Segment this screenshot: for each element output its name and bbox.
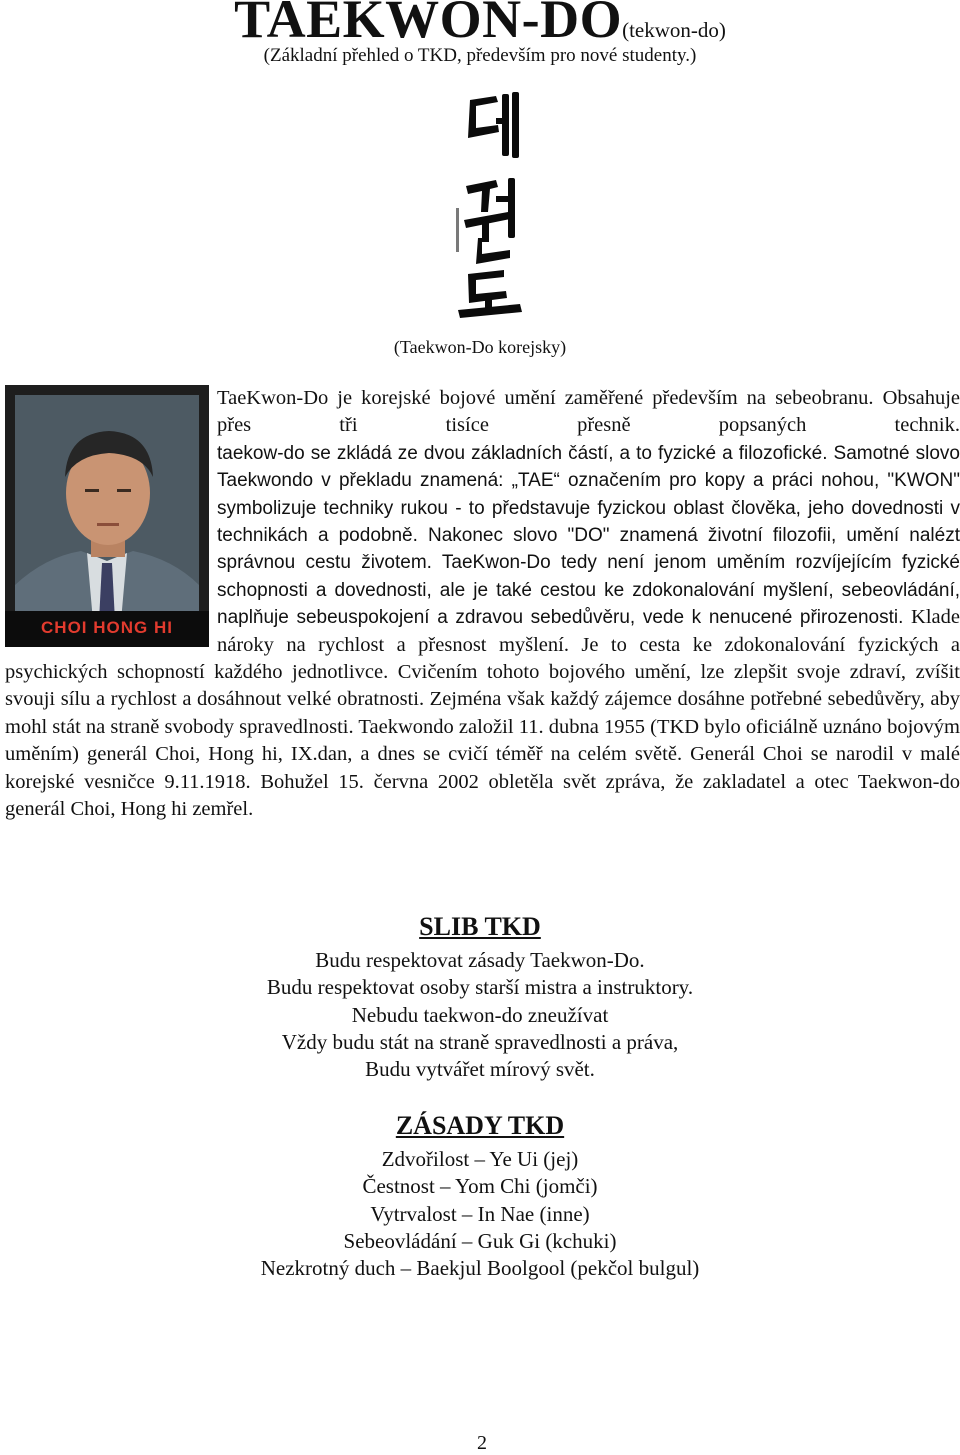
korean-calligraphy-image: [452, 88, 527, 320]
tenet-line-3: Vytrvalost – In Nae (inne): [370, 1201, 590, 1226]
intro-sentence-1: TaeKwon-Do je korejské bojové umění zaměřené především na sebeobranu. Obsahuje přes tři tisíce přesně popsaných technik.: [217, 387, 960, 437]
tenet-line-4: Sebeovládání – Guk Gi (kchuki): [343, 1228, 617, 1253]
intro-sentence-6: Klade nároky na rychlost a přesnost myšlení. Je to cesta ke zdokonalování fyzických a psychických schopností každého jednotlivce. Cvičením tohoto bojového umění, lze zlepšit svoje zdraví, zvíšit svouji sílu a rychlost a dosáhnout velké obratnosti. Zejména však každý zájemce dosáhne potřebné sebedůvěry, aby mohl stát na straně svobody spravedlnosti. Taekwondo založil 11. dubna 1955 (TKD bylo oficiálně uznáno bojovým uměním) generál Choi, Hong hi, IX.dan, a dnes se cvičí téměř na celém světě. Generál Choi se narodil v malé korejské vesničce 9.11.1918. Bohužel 15. června 2002 obletěla svět zpráva, že zakladatel a otec Taekwon-do generál Choi, Hong hi zemřel.: [5, 606, 960, 821]
intro-sentence-5: TaeKwon-Do tedy není jenom uměním rozvíjejícím fyzické schopnosti a dovednosti, ale je také cestou ke zdokonalování myšlení, sebeovládání, naplňuje sebeuspokojení a zdravou sebedůvěru, vede k nenucené přirozenosti.: [217, 552, 960, 629]
intro-paragraph: [5, 385, 960, 824]
oath-list: [0, 947, 960, 1083]
general-choi-portrait: [5, 385, 209, 647]
portrait-name-label: CHOI HONG HI: [41, 618, 173, 637]
page-number: 2: [477, 1432, 487, 1454]
title-pronunciation: (tekwon-do): [622, 18, 726, 42]
title-main: TAEKWON-DO: [234, 0, 623, 49]
intro-sentence-4: Nakonec slovo "DO" znamená životní filozofii, umění nalézt správnou cestu životem.: [217, 525, 960, 574]
tenet-line-2: Čestnost – Yom Chi (jomči): [362, 1174, 598, 1199]
tenet-line-5: Nezkrotný duch – Baekjul Boolgool (pekčol bulgul): [260, 1256, 700, 1281]
oath-line-1: Budu respektovat zásady Taekwon-Do.: [315, 948, 645, 972]
calligraphy-caption: (Taekwon-Do korejsky): [393, 337, 567, 357]
oath-title: SLIB TKD: [419, 912, 541, 941]
oath-line-5: Budu vytvářet mírový svět.: [365, 1057, 595, 1082]
intro-sentence-2: taekow-do se zkládá ze dvou základních částí, a to fyzické a filozofické.: [217, 442, 834, 464]
tenet-line-1: Zdvořilost – Ye Ui (jej): [381, 1147, 579, 1171]
intro-sentence-3: Samotné slovo Taekwondo v překladu znamená: „TAE“ označením pro kopy a práci nohou, "KWON" symbolizuje techniky rukou - to představuje fyzickou oblast člověka, jeho dovednosti v technikách a podobně.: [217, 442, 960, 547]
oath-line-4: Vždy budu stát na straně spravedlnosti a práva,: [281, 1029, 679, 1054]
document-subtitle: (Základní přehled o TKD, především pro nové studenty.): [263, 45, 697, 66]
oath-line-2: Budu respektovat osoby starší mistra a instruktory.: [266, 975, 694, 1000]
tenets-list: [0, 1146, 960, 1282]
document-title: [0, 0, 960, 50]
oath-line-3: Nebudu taekwon-do zneužívat: [351, 1002, 609, 1027]
tenets-title: ZÁSADY TKD: [395, 1111, 565, 1140]
